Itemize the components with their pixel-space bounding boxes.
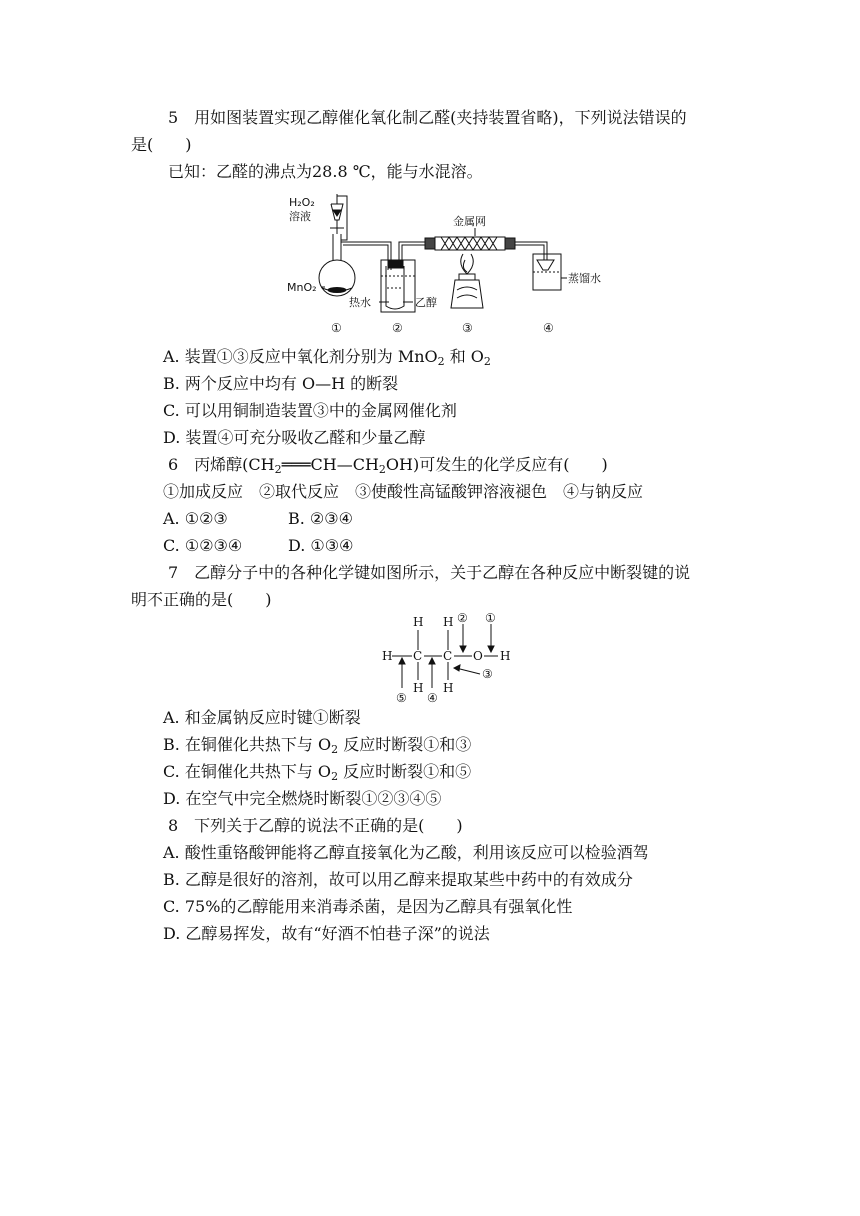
fig2-bond-5: ⑤: [396, 691, 407, 705]
q5-option-c[interactable]: C. 可以用铜制造装置③中的金属网催化剂: [163, 401, 457, 420]
q5-apparatus-figure: [285, 190, 605, 338]
fig2-h-top-left: H: [413, 615, 424, 629]
q7-option-b-text-2: 反应时断裂①和③: [338, 735, 472, 754]
q7-option-a[interactable]: A. 和金属钠反应时键①断裂: [163, 708, 361, 727]
q5-option-a-text-2: 和 O: [444, 347, 484, 366]
q7-stem-line1: 7 乙醇分子中的各种化学键如图所示，关于乙醇在各种反应中断裂键的说: [168, 563, 691, 582]
fig2-h-right: H: [500, 649, 511, 663]
q6-stem-sub-2: 2: [378, 463, 386, 476]
q7-option-c-text-1: C. 在铜催化共热下与 O: [163, 762, 332, 781]
q5-option-a[interactable]: [163, 347, 491, 367]
q8-option-a[interactable]: A. 酸性重铬酸钾能将乙醇直接氧化为乙酸，利用该反应可以检验酒驾: [163, 843, 649, 862]
q5-option-b[interactable]: B. 两个反应中均有 O—H 的断裂: [163, 374, 399, 393]
fig2-bond-3: ③: [482, 667, 493, 681]
fig2-h-bottom-left: H: [413, 681, 424, 695]
q6-stem-sub-1: 2: [274, 463, 282, 476]
q7-option-b-sub: 2: [331, 743, 339, 756]
fig2-c-left: C: [413, 649, 423, 663]
q8-stem: 8 下列关于乙醇的说法不正确的是( ): [168, 816, 463, 835]
fig2-bond-4: ④: [427, 691, 438, 705]
fig1-label-2: ②: [392, 321, 403, 335]
fig2-h-left: H: [382, 649, 393, 663]
fig1-distilled-water-label: 蒸馏水: [568, 272, 601, 285]
fig2-h-top-right: H: [443, 615, 454, 629]
fig2-c-right: C: [443, 649, 453, 663]
q7-option-b-text-1: B. 在铜催化共热下与 O: [163, 735, 332, 754]
fig1-metal-mesh-label: 金属网: [453, 215, 486, 228]
q7-option-d[interactable]: D. 在空气中完全燃烧时断裂①②③④⑤: [163, 789, 442, 808]
q7-stem-line2: 明不正确的是( ): [131, 590, 272, 609]
fig1-hot-water-label: 热水: [349, 296, 371, 309]
q6-stem: [168, 455, 608, 475]
fig1-solution-label: 溶液: [289, 210, 311, 223]
fig1-mno2-label: MnO₂: [287, 281, 317, 294]
q7-ethanol-bond-figure: [380, 610, 520, 705]
q7-option-c[interactable]: [163, 762, 471, 782]
q6-option-a[interactable]: A. ①②③: [163, 509, 228, 528]
q8-option-d[interactable]: D. 乙醇易挥发，故有“好酒不怕巷子深”的说法: [163, 924, 490, 943]
q5-option-a-text-1: A. 装置①③反应中氧化剂分别为 MnO: [163, 347, 438, 366]
fig1-ethanol-label: 乙醇: [415, 296, 437, 309]
fig1-h2o2-label: H₂O₂: [289, 196, 315, 209]
fig2-bond-1: ①: [485, 611, 496, 625]
q6-stem-text-3: OH)可发生的化学反应有( ): [385, 455, 608, 474]
q6-option-d[interactable]: D. ①③④: [288, 536, 354, 555]
q5-option-d[interactable]: D. 装置④可充分吸收乙醛和少量乙醇: [163, 428, 426, 447]
q7-option-b[interactable]: [163, 735, 471, 755]
q5-option-a-sub-1: 2: [437, 355, 445, 368]
q8-option-c[interactable]: C. 75%的乙醇能用来消毒杀菌，是因为乙醇具有强氧化性: [163, 897, 573, 916]
q7-option-c-sub: 2: [331, 770, 339, 783]
fig2-o: O: [473, 649, 483, 663]
q6-stem-text-2: ═══CH—CH: [281, 455, 379, 474]
q5-stem-line2: 是( ): [131, 135, 192, 154]
q6-option-b[interactable]: B. ②③④: [288, 509, 353, 528]
q5-known: 已知：乙醛的沸点为28.8 ℃，能与水混溶。: [168, 162, 483, 181]
q6-items: ①加成反应 ②取代反应 ③使酸性高锰酸钾溶液褪色 ④与钠反应: [163, 482, 644, 501]
fig1-label-4: ④: [543, 321, 554, 335]
fig2-h-bottom-right: H: [443, 681, 454, 695]
q7-option-c-text-2: 反应时断裂①和⑤: [338, 762, 472, 781]
fig1-label-1: ①: [331, 321, 342, 335]
q6-option-c[interactable]: C. ①②③④: [163, 536, 243, 555]
fig2-bond-2: ②: [457, 611, 468, 625]
q5-option-a-sub-2: 2: [483, 355, 491, 368]
q5-stem-line1: 5 用如图装置实现乙醇催化氧化制乙醛(夹持装置省略)，下列说法错误的: [168, 108, 687, 127]
q6-stem-text-1: 6 丙烯醇(CH: [168, 455, 275, 474]
fig1-label-3: ③: [462, 321, 473, 335]
q8-option-b[interactable]: B. 乙醇是很好的溶剂，故可以用乙醇来提取某些中药中的有效成分: [163, 870, 633, 889]
